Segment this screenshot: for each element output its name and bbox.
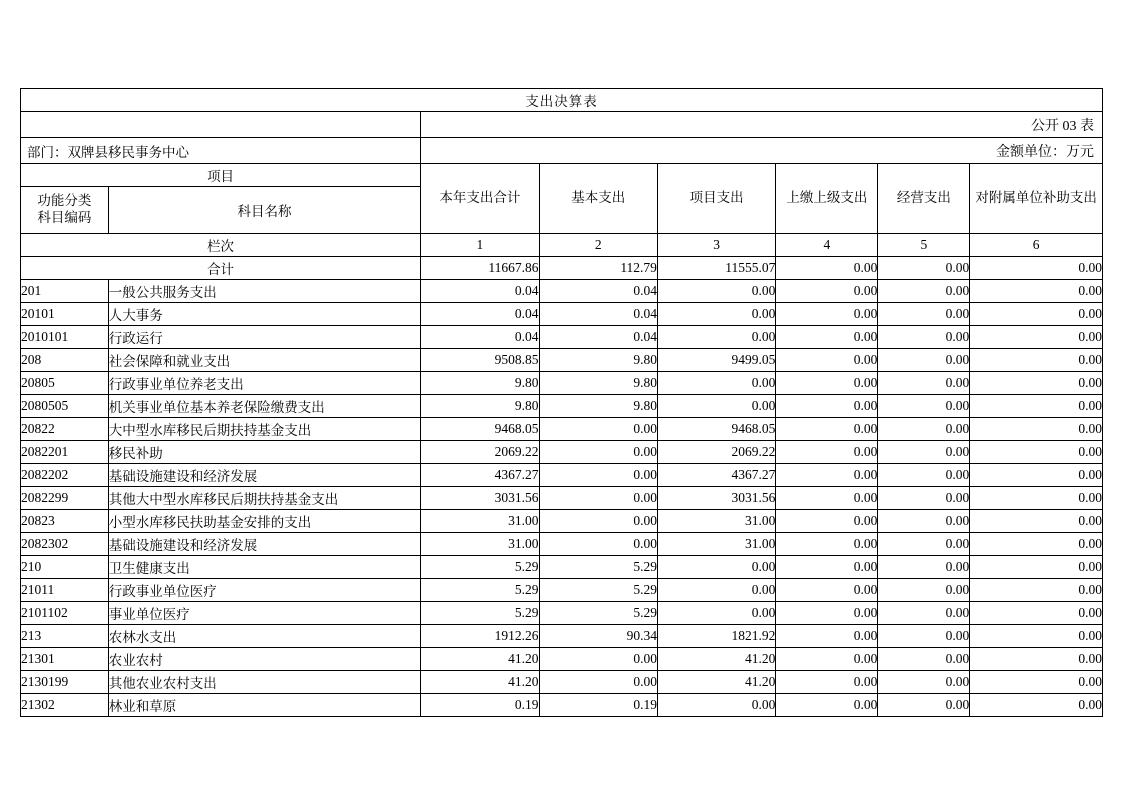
column-header-0: 本年支出合计 <box>421 164 539 234</box>
row-value-1: 5.29 <box>539 602 657 625</box>
row-value-1: 5.29 <box>539 556 657 579</box>
row-value-5: 0.00 <box>970 533 1103 556</box>
row-value-3: 0.00 <box>776 280 878 303</box>
department-row <box>21 138 1103 164</box>
row-value-1: 9.80 <box>539 395 657 418</box>
row-value-0: 5.29 <box>421 602 539 625</box>
row-value-5: 0.00 <box>970 487 1103 510</box>
table-row <box>21 395 1103 418</box>
row-code: 2080505 <box>21 395 109 418</box>
row-value-3: 0.00 <box>776 418 878 441</box>
row-value-0: 31.00 <box>421 510 539 533</box>
functional-code-header-line1: 功能分类 <box>37 193 92 209</box>
row-value-2: 31.00 <box>657 533 775 556</box>
row-value-1: 0.00 <box>539 533 657 556</box>
row-value-0: 0.04 <box>421 280 539 303</box>
row-value-4: 0.00 <box>878 694 970 717</box>
row-name: 林业和草原 <box>108 694 420 717</box>
row-value-2: 0.00 <box>657 694 775 717</box>
table-row <box>21 648 1103 671</box>
row-value-0: 0.04 <box>421 326 539 349</box>
row-value-1: 0.04 <box>539 326 657 349</box>
row-value-5: 0.00 <box>970 556 1103 579</box>
row-name: 基础设施建设和经济发展 <box>108 464 420 487</box>
row-value-2: 9499.05 <box>657 349 775 372</box>
row-value-5: 0.00 <box>970 579 1103 602</box>
amount-unit-label: 金额单位：万元 <box>421 138 1103 164</box>
row-code: 20101 <box>21 303 109 326</box>
row-value-2: 0.00 <box>657 280 775 303</box>
functional-code-header <box>21 187 109 234</box>
row-value-1: 0.00 <box>539 671 657 694</box>
row-value-4: 0.00 <box>878 648 970 671</box>
row-value-5: 0.00 <box>970 303 1103 326</box>
row-value-4: 0.00 <box>878 533 970 556</box>
table-row <box>21 579 1103 602</box>
row-value-5: 0.00 <box>970 441 1103 464</box>
row-value-1: 90.34 <box>539 625 657 648</box>
row-value-4: 0.00 <box>878 326 970 349</box>
project-group-label: 项目 <box>21 164 421 187</box>
row-value-2: 2069.22 <box>657 441 775 464</box>
row-value-5: 0.00 <box>970 602 1103 625</box>
row-value-5: 0.00 <box>970 372 1103 395</box>
row-value-4: 0.00 <box>878 602 970 625</box>
row-value-2: 9468.05 <box>657 418 775 441</box>
row-name: 行政运行 <box>108 326 420 349</box>
row-value-1: 9.80 <box>539 349 657 372</box>
lanci-index-1: 2 <box>539 234 657 257</box>
column-header-2: 项目支出 <box>657 164 775 234</box>
row-value-4: 0.00 <box>878 280 970 303</box>
row-value-0: 41.20 <box>421 648 539 671</box>
row-value-2: 0.00 <box>657 326 775 349</box>
total-row <box>21 257 1103 280</box>
row-value-4: 0.00 <box>878 487 970 510</box>
lanci-label: 栏次 <box>21 234 421 257</box>
row-value-0: 5.29 <box>421 579 539 602</box>
row-value-3: 0.00 <box>776 556 878 579</box>
lanci-index-2: 3 <box>657 234 775 257</box>
row-name: 一般公共服务支出 <box>108 280 420 303</box>
lanci-row <box>21 234 1103 257</box>
row-value-4: 0.00 <box>878 625 970 648</box>
row-value-5: 0.00 <box>970 671 1103 694</box>
row-value-5: 0.00 <box>970 280 1103 303</box>
row-value-2: 0.00 <box>657 602 775 625</box>
row-value-3: 0.00 <box>776 464 878 487</box>
row-value-3: 0.00 <box>776 349 878 372</box>
row-value-4: 0.00 <box>878 441 970 464</box>
row-value-2: 0.00 <box>657 303 775 326</box>
row-value-3: 0.00 <box>776 303 878 326</box>
table-row <box>21 556 1103 579</box>
row-value-5: 0.00 <box>970 395 1103 418</box>
row-value-5: 0.00 <box>970 648 1103 671</box>
table-row <box>21 303 1103 326</box>
row-value-2: 31.00 <box>657 510 775 533</box>
total-value-3: 0.00 <box>776 257 878 280</box>
row-value-4: 0.00 <box>878 372 970 395</box>
row-value-3: 0.00 <box>776 533 878 556</box>
row-value-3: 0.00 <box>776 372 878 395</box>
row-code: 2082201 <box>21 441 109 464</box>
row-name: 农业农村 <box>108 648 420 671</box>
row-name: 移民补助 <box>108 441 420 464</box>
table-row <box>21 510 1103 533</box>
project-group-row <box>21 164 1103 187</box>
total-value-2: 11555.07 <box>657 257 775 280</box>
row-name: 卫生健康支出 <box>108 556 420 579</box>
row-value-4: 0.00 <box>878 303 970 326</box>
row-value-3: 0.00 <box>776 441 878 464</box>
row-name: 社会保障和就业支出 <box>108 349 420 372</box>
row-value-4: 0.00 <box>878 579 970 602</box>
row-value-4: 0.00 <box>878 464 970 487</box>
row-value-5: 0.00 <box>970 349 1103 372</box>
row-code: 2130199 <box>21 671 109 694</box>
row-value-4: 0.00 <box>878 349 970 372</box>
table-row <box>21 487 1103 510</box>
column-header-4: 经营支出 <box>878 164 970 234</box>
row-value-2: 0.00 <box>657 395 775 418</box>
row-value-4: 0.00 <box>878 418 970 441</box>
row-value-0: 9468.05 <box>421 418 539 441</box>
row-name: 其他农业农村支出 <box>108 671 420 694</box>
row-code: 20805 <box>21 372 109 395</box>
subject-name-header: 科目名称 <box>108 187 420 234</box>
row-value-3: 0.00 <box>776 648 878 671</box>
table-row <box>21 533 1103 556</box>
row-code: 2082302 <box>21 533 109 556</box>
row-value-3: 0.00 <box>776 395 878 418</box>
row-code: 2082299 <box>21 487 109 510</box>
row-name: 行政事业单位医疗 <box>108 579 420 602</box>
form-code-left-spacer <box>21 112 421 138</box>
table-row <box>21 625 1103 648</box>
row-value-1: 0.00 <box>539 418 657 441</box>
row-value-5: 0.00 <box>970 418 1103 441</box>
page-title: 支出决算表 <box>21 89 1103 112</box>
row-value-1: 0.19 <box>539 694 657 717</box>
table-row <box>21 671 1103 694</box>
row-value-0: 4367.27 <box>421 464 539 487</box>
row-value-4: 0.00 <box>878 671 970 694</box>
row-value-3: 0.00 <box>776 510 878 533</box>
row-name: 其他大中型水库移民后期扶持基金支出 <box>108 487 420 510</box>
table-row <box>21 418 1103 441</box>
row-value-0: 2069.22 <box>421 441 539 464</box>
total-value-5: 0.00 <box>970 257 1103 280</box>
row-value-3: 0.00 <box>776 694 878 717</box>
row-name: 大中型水库移民后期扶持基金支出 <box>108 418 420 441</box>
table-row <box>21 694 1103 717</box>
row-name: 事业单位医疗 <box>108 602 420 625</box>
row-code: 2010101 <box>21 326 109 349</box>
total-value-0: 11667.86 <box>421 257 539 280</box>
row-value-0: 31.00 <box>421 533 539 556</box>
row-value-1: 0.04 <box>539 303 657 326</box>
row-value-2: 41.20 <box>657 648 775 671</box>
row-value-1: 0.00 <box>539 487 657 510</box>
lanci-index-4: 5 <box>878 234 970 257</box>
column-header-1: 基本支出 <box>539 164 657 234</box>
form-code: 公开 03 表 <box>421 112 1103 138</box>
functional-code-header-line2: 科目编码 <box>37 210 92 225</box>
row-value-0: 0.19 <box>421 694 539 717</box>
row-value-5: 0.00 <box>970 326 1103 349</box>
row-code: 208 <box>21 349 109 372</box>
table-row <box>21 372 1103 395</box>
department-label: 部门：双牌县移民事务中心 <box>21 138 421 164</box>
column-header-3: 上缴上级支出 <box>776 164 878 234</box>
row-value-3: 0.00 <box>776 326 878 349</box>
row-code: 21011 <box>21 579 109 602</box>
row-value-0: 1912.26 <box>421 625 539 648</box>
row-value-0: 9508.85 <box>421 349 539 372</box>
table-row <box>21 326 1103 349</box>
form-code-row <box>21 112 1103 138</box>
row-value-4: 0.00 <box>878 556 970 579</box>
row-value-1: 0.00 <box>539 441 657 464</box>
total-value-1: 112.79 <box>539 257 657 280</box>
row-name: 农林水支出 <box>108 625 420 648</box>
row-value-2: 4367.27 <box>657 464 775 487</box>
row-value-1: 0.00 <box>539 648 657 671</box>
row-value-5: 0.00 <box>970 694 1103 717</box>
expenditure-final-accounts-table <box>20 88 1103 717</box>
row-name: 基础设施建设和经济发展 <box>108 533 420 556</box>
row-value-0: 9.80 <box>421 372 539 395</box>
total-value-4: 0.00 <box>878 257 970 280</box>
row-value-5: 0.00 <box>970 464 1103 487</box>
row-value-3: 0.00 <box>776 625 878 648</box>
row-value-3: 0.00 <box>776 579 878 602</box>
lanci-index-3: 4 <box>776 234 878 257</box>
row-code: 210 <box>21 556 109 579</box>
row-name: 行政事业单位养老支出 <box>108 372 420 395</box>
row-code: 21302 <box>21 694 109 717</box>
row-value-2: 0.00 <box>657 579 775 602</box>
row-value-4: 0.00 <box>878 510 970 533</box>
table-row <box>21 441 1103 464</box>
row-code: 21301 <box>21 648 109 671</box>
total-label: 合计 <box>21 257 421 280</box>
row-value-3: 0.00 <box>776 602 878 625</box>
lanci-index-0: 1 <box>421 234 539 257</box>
row-value-0: 9.80 <box>421 395 539 418</box>
row-code: 2082202 <box>21 464 109 487</box>
lanci-index-5: 6 <box>970 234 1103 257</box>
row-value-1: 0.00 <box>539 464 657 487</box>
row-value-0: 5.29 <box>421 556 539 579</box>
row-value-1: 9.80 <box>539 372 657 395</box>
column-header-5: 对附属单位补助支出 <box>970 164 1103 234</box>
row-name: 小型水库移民扶助基金安排的支出 <box>108 510 420 533</box>
row-value-3: 0.00 <box>776 671 878 694</box>
row-code: 20823 <box>21 510 109 533</box>
title-row <box>21 89 1103 112</box>
row-value-5: 0.00 <box>970 510 1103 533</box>
row-value-0: 41.20 <box>421 671 539 694</box>
row-value-1: 5.29 <box>539 579 657 602</box>
row-name: 机关事业单位基本养老保险缴费支出 <box>108 395 420 418</box>
table-row <box>21 464 1103 487</box>
row-value-3: 0.00 <box>776 487 878 510</box>
table-row <box>21 280 1103 303</box>
table-row <box>21 349 1103 372</box>
row-value-1: 0.04 <box>539 280 657 303</box>
row-code: 201 <box>21 280 109 303</box>
row-value-2: 41.20 <box>657 671 775 694</box>
table-row <box>21 602 1103 625</box>
row-value-2: 0.00 <box>657 372 775 395</box>
row-code: 2101102 <box>21 602 109 625</box>
row-value-2: 3031.56 <box>657 487 775 510</box>
row-value-1: 0.00 <box>539 510 657 533</box>
row-value-0: 0.04 <box>421 303 539 326</box>
row-value-2: 0.00 <box>657 556 775 579</box>
row-value-5: 0.00 <box>970 625 1103 648</box>
row-code: 213 <box>21 625 109 648</box>
row-value-2: 1821.92 <box>657 625 775 648</box>
row-code: 20822 <box>21 418 109 441</box>
row-value-0: 3031.56 <box>421 487 539 510</box>
row-value-4: 0.00 <box>878 395 970 418</box>
row-name: 人大事务 <box>108 303 420 326</box>
